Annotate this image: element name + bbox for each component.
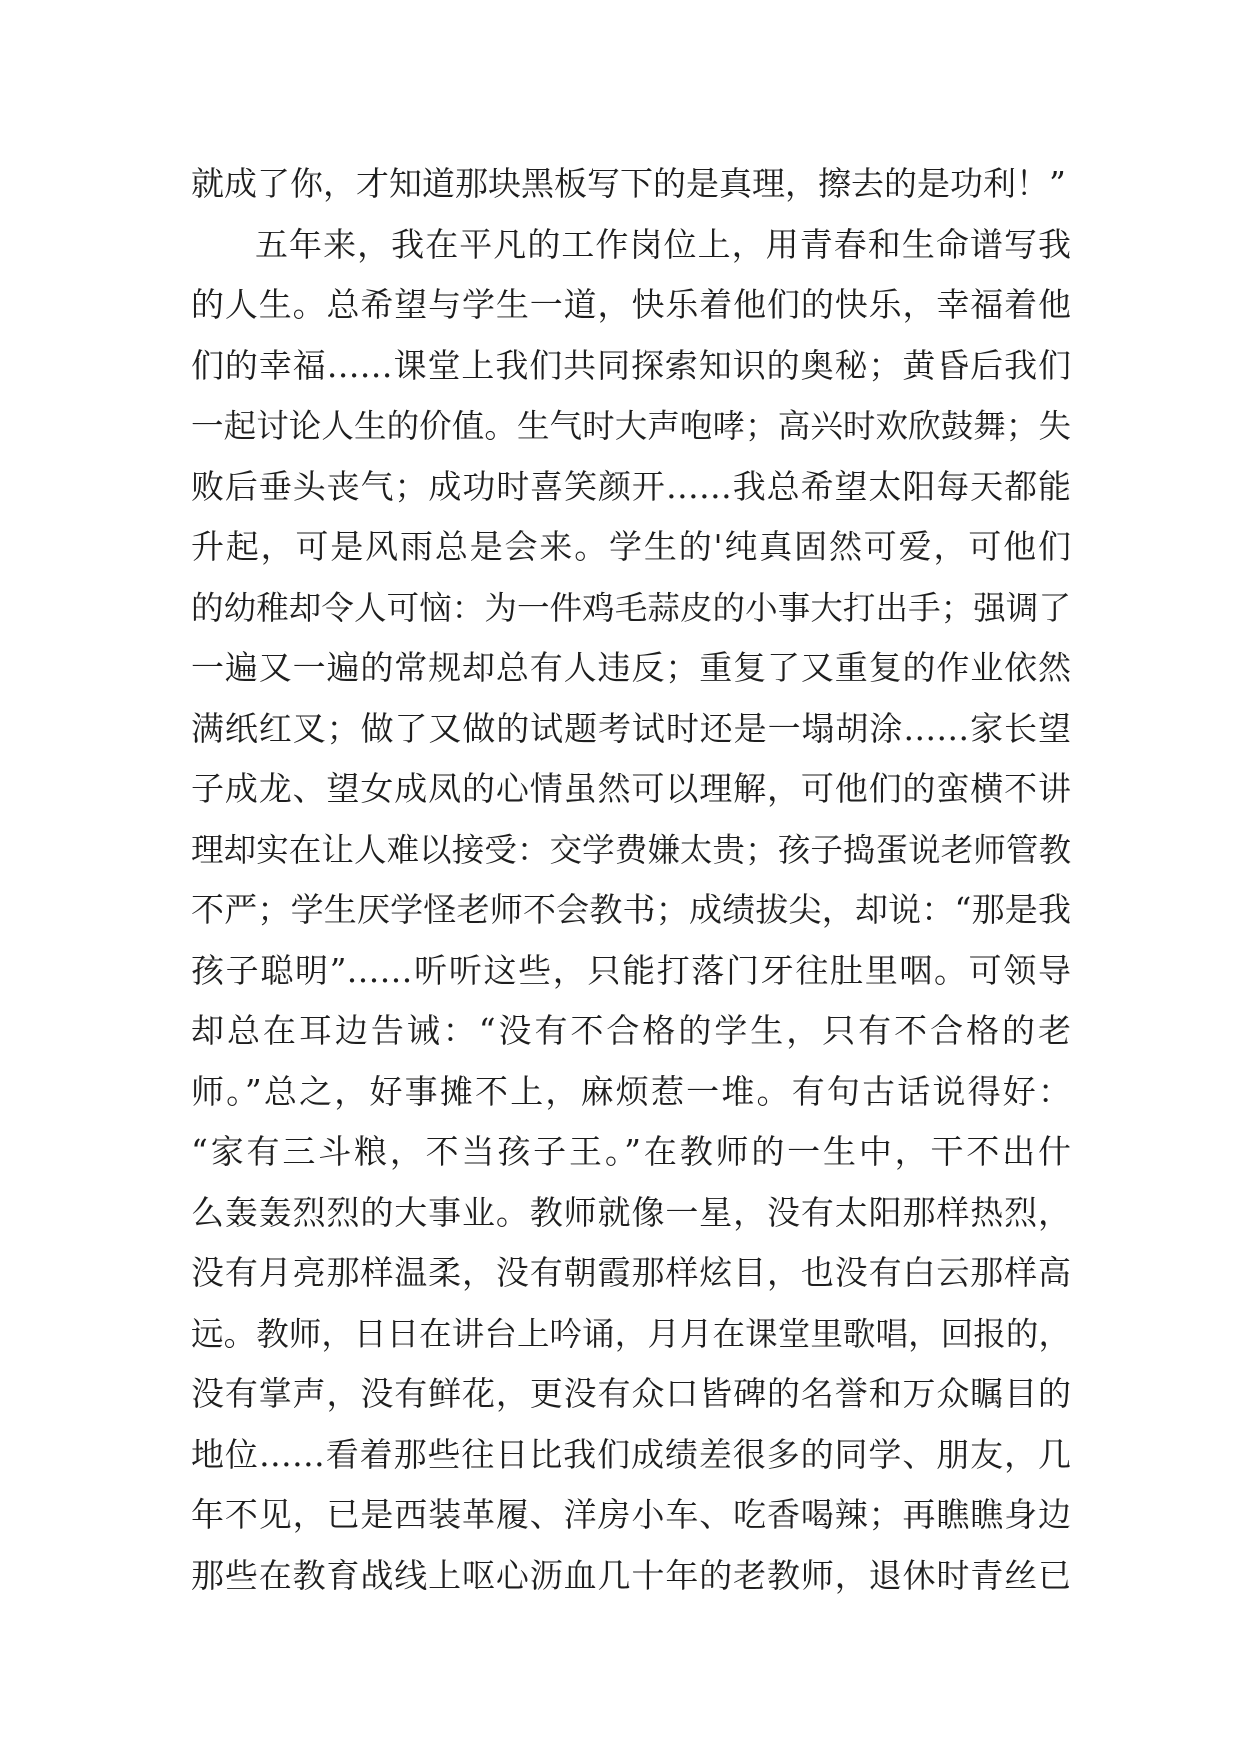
text-line: 师。”总之，好事摊不上，麻烦惹一堆。有句古话说得好： xyxy=(191,1071,1071,1111)
text-line: 地位……看着那些往日比我们成绩差很多的同学、朋友，几 xyxy=(191,1434,1071,1474)
text-line: 孩子聪明”……听听这些，只能打落门牙往肚里咽。可领导 xyxy=(191,950,1071,990)
text-line: 一起讨论人生的价值。生气时大声咆哮；高兴时欢欣鼓舞；失 xyxy=(191,407,1071,445)
text-line: 满纸红叉；做了又做的试题考试时还是一塌胡涂……家长望 xyxy=(191,708,1071,748)
text-line: 们的幸福……课堂上我们共同探索知识的奥秘；黄昏后我们 xyxy=(191,345,1071,385)
text-line: 没有月亮那样温柔，没有朝霞那样炫目，也没有白云那样高 xyxy=(191,1253,1071,1292)
text-line: 的幼稚却令人可恼：为一件鸡毛蒜皮的小事大打出手；强调了 xyxy=(191,588,1071,627)
text-line: 不严；学生厌学怪老师不会教书；成绩拔尖，却说：“那是我 xyxy=(191,890,1071,929)
text-line: 一遍又一遍的常规却总有人违反；重复了又重复的作业依然 xyxy=(191,648,1071,687)
text-line: 子成龙、望女成凤的心情虽然可以理解，可他们的蛮横不讲 xyxy=(191,769,1071,808)
text-line: 理却实在让人难以接受：交学费嫌太贵；孩子捣蛋说老师管教 xyxy=(191,830,1071,869)
text-line: 么轰轰烈烈的大事业。教师就像一星，没有太阳那样热烈， xyxy=(191,1192,1071,1232)
text-line: 就成了你，才知道那块黑板写下的是真理，擦去的是功利！” xyxy=(191,164,1066,203)
text-line: 升起，可是风雨总是会来。学生的'纯真固然可爱，可他们 xyxy=(191,527,1071,566)
text-line: 年不见，已是西装革履、洋房小车、吃香喝辣；再瞧瞧身边 xyxy=(191,1495,1071,1534)
text-line: 那些在教育战线上呕心沥血几十年的老教师，退休时青丝已 xyxy=(191,1555,1071,1595)
text-line: 的人生。总希望与学生一道，快乐着他们的快乐，幸福着他 xyxy=(191,285,1071,324)
text-line: 远。教师，日日在讲台上吟诵，月月在课堂里歌唱，回报的， xyxy=(191,1314,1071,1353)
text-line: 却总在耳边告诫：“没有不合格的学生，只有不合格的老 xyxy=(191,1011,1071,1050)
paragraph-first-line: 五年来，我在平凡的工作岗位上，用青春和生命谱写我 xyxy=(255,224,1071,264)
text-line: 没有掌声，没有鲜花，更没有众口皆碑的名誉和万众瞩目的 xyxy=(191,1374,1071,1413)
text-line: “家有三斗粮，不当孩子王。”在教师的一生中，干不出什 xyxy=(191,1132,1071,1171)
body-text xyxy=(191,154,1071,1606)
text-line: 败后垂头丧气；成功时喜笑颜开……我总希望太阳每天都能 xyxy=(191,466,1071,506)
